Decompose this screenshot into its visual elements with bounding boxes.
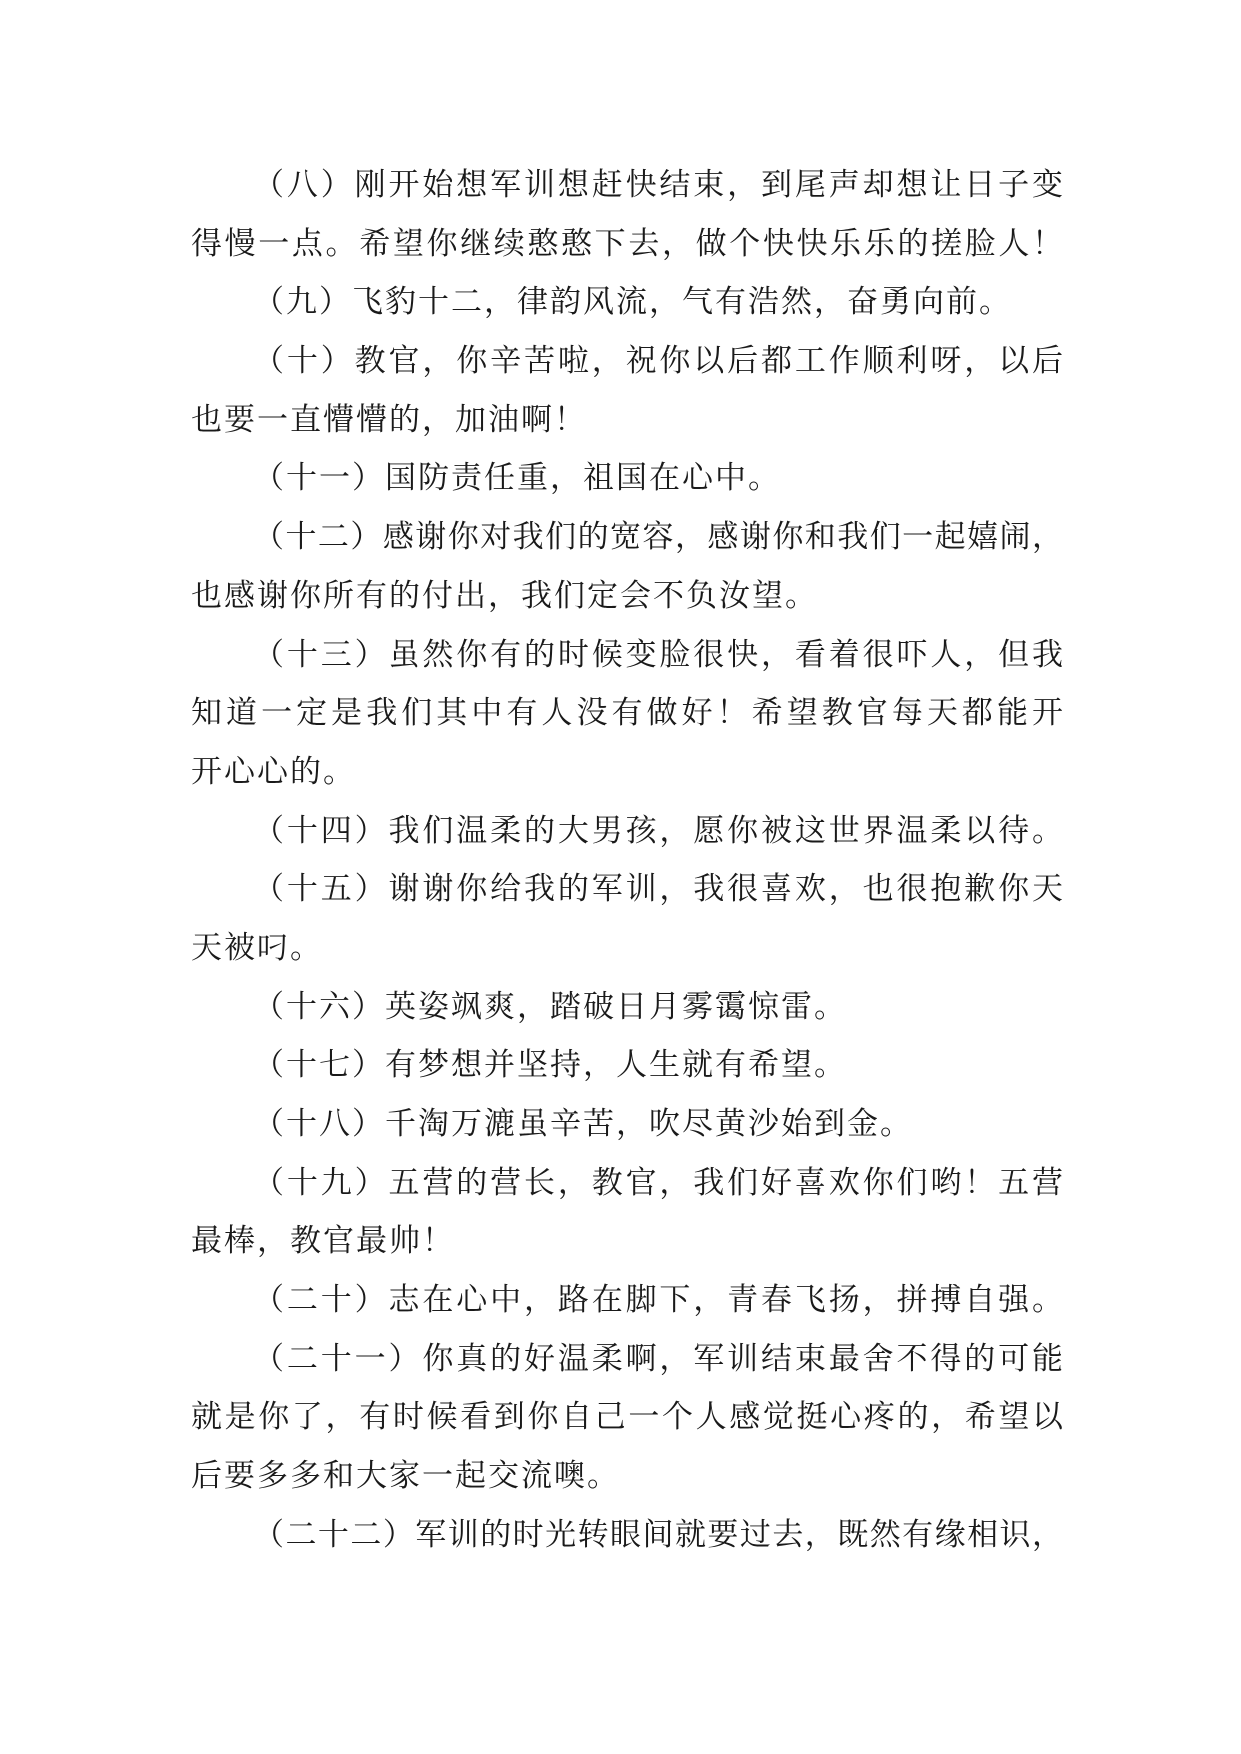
- paragraph: [191, 1271, 1063, 1330]
- paragraph-line: （十五）谢谢你给我的军训，我很喜欢，也很抱歉你天: [253, 871, 1063, 908]
- paragraph: [191, 1330, 1063, 1506]
- paragraph-line: 就是你了，有时候看到你自己一个人感觉挺心疼的，希望以: [191, 1399, 1063, 1436]
- paragraph-line: 天被叼。: [191, 929, 323, 966]
- paragraph: [191, 273, 1063, 332]
- paragraph: [191, 1036, 1063, 1095]
- paragraph-line: （九）飞豹十二，律韵风流，气有浩然，奋勇向前。: [253, 284, 1012, 321]
- paragraph-line: 知道一定是我们其中有人没有做好！希望教官每天都能开: [191, 695, 1063, 732]
- paragraph-line: 开心心的。: [191, 753, 356, 790]
- paragraph-line: 也要一直懵懵的，加油啊！: [191, 401, 587, 438]
- paragraph-line: 也感谢你所有的付出，我们定会不负汝望。: [191, 577, 818, 614]
- paragraph: [191, 449, 1063, 508]
- paragraph-line: （十）教官，你辛苦啦，祝你以后都工作顺利呀，以后: [253, 343, 1063, 380]
- paragraph: [191, 508, 1063, 625]
- paragraph-line: （二十）志在心中，路在脚下，青春飞扬，拼搏自强。: [253, 1282, 1063, 1319]
- paragraph: [191, 156, 1063, 273]
- paragraph: [191, 332, 1063, 449]
- paragraph-line: 后要多多和大家一起交流噢。: [191, 1458, 620, 1495]
- paragraph: [191, 802, 1063, 861]
- paragraph: [191, 1095, 1063, 1154]
- document-body: [191, 156, 1063, 1565]
- paragraph-line: （十二）感谢你对我们的宽容，感谢你和我们一起嬉闹，: [253, 519, 1063, 556]
- paragraph-line: （十四）我们温柔的大男孩，愿你被这世界温柔以待。: [253, 812, 1063, 849]
- paragraph: [191, 1506, 1063, 1565]
- paragraph-line: （二十二）军训的时光转眼间就要过去，既然有缘相识，: [253, 1516, 1063, 1553]
- paragraph: [191, 1154, 1063, 1271]
- paragraph: [191, 860, 1063, 977]
- paragraph-line: （十六）英姿飒爽，踏破日月雾霭惊雷。: [253, 988, 847, 1025]
- paragraph-line: 最棒，教官最帅！: [191, 1223, 455, 1260]
- paragraph-line: （八）刚开始想军训想赶快结束，到尾声却想让日子变: [253, 167, 1063, 203]
- paragraph-line: 得慢一点。希望你继续憨憨下去，做个快快乐乐的搓脸人！: [191, 225, 1063, 262]
- paragraph: [191, 626, 1063, 802]
- paragraph-line: （二十一）你真的好温柔啊，军训结束最舍不得的可能: [253, 1340, 1063, 1377]
- paragraph-line: （十一）国防责任重，祖国在心中。: [253, 460, 781, 497]
- paragraph-line: （十三）虽然你有的时候变脸很快，看着很吓人，但我: [253, 636, 1063, 673]
- paragraph-line: （十九）五营的营长，教官，我们好喜欢你们哟！五营: [253, 1164, 1063, 1201]
- paragraph: [191, 978, 1063, 1037]
- paragraph-line: （十七）有梦想并坚持，人生就有希望。: [253, 1047, 847, 1084]
- paragraph-line: （十八）千淘万漉虽辛苦，吹尽黄沙始到金。: [253, 1106, 913, 1142]
